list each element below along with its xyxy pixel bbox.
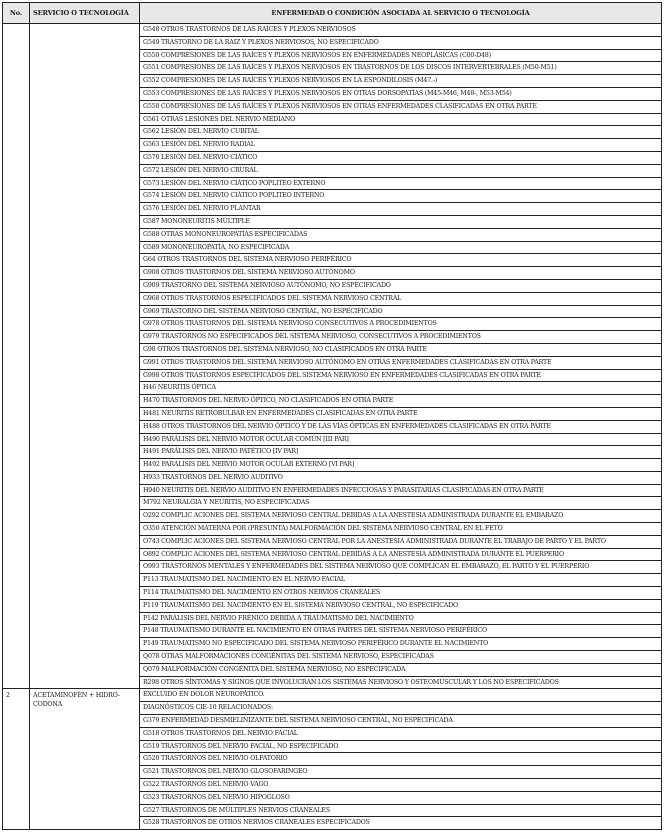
header-no: No. (3, 3, 30, 24)
condition-cell: G587 MONONEURITIS MÚLTIPLE (140, 215, 662, 228)
condition-cell: O892 COMPLIC ACIONES DEL SISTEMA NERVIOSO CENTRAL DEBIDAS A LA ANESTESIA ADMINISTRADA DURANTE EL PUERPERIO (140, 548, 662, 561)
condition-cell: H488 OTROS TRASTORNOS DEL NERVIO ÓPTICO Y DE LAS VÍAS ÓPTICAS EN ENFERMEDADES CLASIFICADAS EN OTRA PARTE (140, 420, 662, 433)
condition-cell: G561 OTRAS LESIONES DEL NERVIO MEDIANO (140, 113, 662, 126)
condition-cell: P148 TRAUMATISMO DURANTE EL NACIMIENTO EN OTRAS PARTES DEL SISTEMA NERVIOSO PERIFÉRICO (140, 625, 662, 638)
table-row (3, 689, 662, 702)
condition-cell: Q079 MALFORMACIÓN CONGÉNITA DEL SISTEMA NERVIOSO, NO ESPECIFICADA (140, 663, 662, 676)
condition-cell: G563 LESIÓN DEL NERVIO RADIAL (140, 139, 662, 152)
condition-cell: G523 TRASTORNOS DEL NERVIO HIPOGLOSO (140, 791, 662, 804)
condition-cell: H490 PARÁLISIS DEL NERVIO MOTOR OCULAR COMÚN [III PAR] (140, 433, 662, 446)
condition-cell: G574 LESIÓN DEL NERVIO CIÁTICO POPLITEO INTERNO (140, 190, 662, 203)
condition-cell: O993 TRASTORNOS MENTALES Y ENFERMEDADES DEL SISTEMA NERVIOSO QUE COMPLICAN EL EMBARAZO, EL PARTO Y EL PUERPERIO (140, 561, 662, 574)
condition-cell: O350 ATENCIÓN MATERNA POR (PRESUNTA) MALFORMACIÓN DEL SISTEMA NERVIOSO CENTRAL EN EL FETO (140, 523, 662, 536)
condition-cell: G527 TRASTORNOS DE MÚLTIPLES NERVIOS CRANEALES (140, 804, 662, 817)
row-number (3, 24, 30, 689)
condition-cell: DIAGNÓSTICOS CIE-10 RELACIONADOS: (140, 702, 662, 715)
condition-cell: G570 LESIÓN DEL NERVIO CIÁTICO (140, 151, 662, 164)
condition-cell: G549 TRASTORNO DE LA RAIZ Y PLEXOS NERVIOSOS, NO ESPECIFICADO (140, 36, 662, 49)
condition-cell: G64 OTROS TRASTORNOS DEL SISTEMA NERVIOSO PERIFÉRICO (140, 254, 662, 267)
condition-cell: O292 COMPLIC ACIONES DEL SISTEMA NERVIOSO CENTRAL DEBIDAS A LA ANESTESIA ADMINISTRADA DURANTE EL EMBARAZO (140, 510, 662, 523)
condition-cell: G991 OTROS TRASTORNOS DEL SISTEMA NERVIOSO AUTÓNOMO EN OTRAS ENFERMEDADES CLASIFICADAS EN OTRA PARTE (140, 356, 662, 369)
condition-cell: G589 MONONEUROPATÍA, NO ESPECIFICADA (140, 241, 662, 254)
condition-cell: G521 TRASTORNOS DEL NERVIO GLOSOFARINGEO (140, 766, 662, 779)
condition-cell: H46 NEURITIS ÓPTICA (140, 382, 662, 395)
condition-cell: G909 TRASTORNO DEL SISTEMA NERVIOSO AUTÓNOMO, NO ESPECIFICADO (140, 279, 662, 292)
condition-cell: G572 LESIÓN DEL NERVIO CRURAL (140, 164, 662, 177)
header-row (3, 3, 662, 24)
condition-cell: G573 LESIÓN DEL NERVIO CIÁTICO POPLITEO EXTERNO (140, 177, 662, 190)
condition-cell: G969 TRASTORNO DEL SISTEMA NERVIOSO CENTRAL, NO ESPECIFICADO (140, 305, 662, 318)
condition-cell: G576 LESIÓN DEL NERVIO PLANTAR (140, 203, 662, 216)
condition-cell: Q078 OTRAS MALFORMACIONES CONGÉNITAS DEL SISTEMA NERVIOSO, ESPECIFICADAS (140, 651, 662, 664)
condition-cell: G562 LESIÓN DEL NERVIO CUBITAL (140, 126, 662, 139)
condition-cell: G519 TRASTORNOS DEL NERVIO FACIAL, NO ESPECIFICADO (140, 740, 662, 753)
condition-cell: G552 COMPRESIONES DE LAS RAÍCES Y PLEXOS NERVIOSOS EN LA ESPONDILOSIS (M47.-) (140, 75, 662, 88)
condition-cell: H933 TRASTORNOS DEL NERVIO AUDITIVO (140, 471, 662, 484)
condition-cell: G968 OTROS TRASTORNOS ESPECIFICADOS DEL SISTEMA NERVIOSO CENTRAL (140, 292, 662, 305)
condition-cell: G548 OTROS TRASTORNOS DE LAS RAÍCES Y PLEXOS NERVIOSOS (140, 24, 662, 37)
header-condition: ENFERMEDAD O CONDICIÓN ASOCIADA AL SERVICIO O TECNOLOGÍA (140, 3, 662, 24)
condition-cell: H470 TRASTORNOS DEL NERVIO ÓPTICO, NO CLASIFICADOS EN OTRA PARTE (140, 395, 662, 408)
conditions-table (2, 2, 662, 830)
condition-cell: P149 TRAUMATISMO NO ESPECIFICADO DEL SISTEMA NERVIOSO PERIFÉRICO DURANTE EL NACIMIENTO (140, 638, 662, 651)
condition-cell: R298 OTROS SÍNTOMAS Y SIGNOS QUE INVOLUCRAN LOS SISTEMAS NERVIOSO Y OSTEOMUSCULAR Y LOS NO ESPECIFICADOS (140, 676, 662, 689)
condition-cell: P119 TRAUMATISMO DEL NACIMIENTO EN EL SISTEMA NERVIOSO CENTRAL, NO ESPECIFICADO (140, 599, 662, 612)
condition-cell: G520 TRASTORNOS DEL NERVIO OLFATORIO (140, 753, 662, 766)
condition-cell: O743 COMPLIC ACIONES DEL SISTEMA NERVIOSO CENTRAL POR LA ANESTESIA ADMINISTRADA DURANTE EL TRABAJO DE PARTO Y EL PARTO (140, 535, 662, 548)
condition-cell: G978 OTROS TRASTORNOS DEL SISTEMA NERVIOSO CONSECUTIVOS A PROCEDIMIENTOS (140, 318, 662, 331)
header-service: SERVICIO O TECNOLOGÍA (30, 3, 140, 24)
condition-cell: G98 OTROS TRASTORNOS DEL SISTEMA NERVIOSO, NO CLASIFICADOS EN OTRA PARTE (140, 343, 662, 356)
condition-cell: G979 TRASTORNOS NO ESPECIFICADOS DEL SISTEMA NERVIOSO, CONSECUTIVOS A PROCEDIMIENTOS (140, 331, 662, 344)
condition-cell: G379 ENFERMEDAD DESMIELINIZANTE DEL SISTEMA NERVIOSO CENTRAL, NO ESPECIFICADA (140, 715, 662, 728)
condition-cell: G528 TRASTORNOS DE OTROS NERVIOS CRANEALES ESPECIFICADOS (140, 817, 662, 830)
condition-cell: G553 COMPRESIONES DE LAS RAÍCES Y PLEXOS NERVIOSOS EN OTRAS DORSOPATÍAS (M45-M46, M48-, M53-M54) (140, 87, 662, 100)
condition-cell: P113 TRAUMATISMO DEL NACIMIENTO EN EL NERVIO FACIAL (140, 574, 662, 587)
condition-cell: G588 OTRAS MONONEUROPATÍAS ESPECIFICADAS (140, 228, 662, 241)
condition-cell: H492 PARÁLISIS DEL NERVIO MOTOR OCULAR EXTERNO [VI PAR] (140, 459, 662, 472)
condition-cell: H491 PARÁLISIS DEL NERVIO PATÉTICO [IV PAR] (140, 446, 662, 459)
table-row (3, 24, 662, 37)
condition-cell: M792 NEURALGIA Y NEURITIS, NO ESPECIFICADAS (140, 497, 662, 510)
condition-cell: G518 OTROS TRASTORNOS DEL NERVIO FACIAL (140, 727, 662, 740)
table-body (3, 24, 662, 830)
service-name (30, 24, 140, 689)
condition-cell: EXCLUIDO EN DOLOR NEUROPÁTICO. (140, 689, 662, 702)
condition-cell: P142 PARÁLISIS DEL NERVIO FRÉNICO DEBIDA A TRAUMATISMO DEL NACIMIENTO (140, 612, 662, 625)
row-number: 2 (3, 689, 30, 830)
condition-cell: G550 COMPRESIONES DE LAS RAÍCES Y PLEXOS NERVIOSOS EN ENFERMEDADES NEOPLÁSICAS (C00-D48) (140, 49, 662, 62)
condition-cell: G558 COMPRESIONES DE LAS RAÍCES Y PLEXOS NERVIOSOS EN OTRAS ENFERMEDADES CLASIFICADAS EN OTRA PARTE (140, 100, 662, 113)
service-name: ACETAMINOFÉN + HIDRO-CODONA (30, 689, 140, 830)
condition-cell: G551 COMPRESIONES DE LAS RAÍCES Y PLEXOS NERVIOSOS EN TRASTORNOS DE LOS DISCOS INTERVERTEBRALES (M50-M51) (140, 62, 662, 75)
condition-cell: H940 NEURITIS DEL NERVIO AUDITIVO EN ENFERMEDADES INFECCIOSAS Y PARASITARIAS CLASIFICADAS EN OTRA PARTE (140, 484, 662, 497)
condition-cell: G998 OTROS TRASTORNOS ESPECIFICADOS DEL SISTEMA NERVIOSO EN ENFERMEDADES CLASIFICADAS EN OTRA PARTE (140, 369, 662, 382)
condition-cell: G522 TRASTORNOS DEL NERVIO VAGO (140, 779, 662, 792)
condition-cell: G908 OTROS TRASTORNOS DEL SISTEMA NERVIOSO AUTÓNOMO (140, 267, 662, 280)
condition-cell: P114 TRAUMATISMO DEL NACIMIENTO EN OTROS NERVIOS CRANEALES (140, 587, 662, 600)
condition-cell: H481 NEURITIS RETROBULBAR EN ENFERMEDADES CLASIFICADAS EN OTRA PARTE (140, 407, 662, 420)
